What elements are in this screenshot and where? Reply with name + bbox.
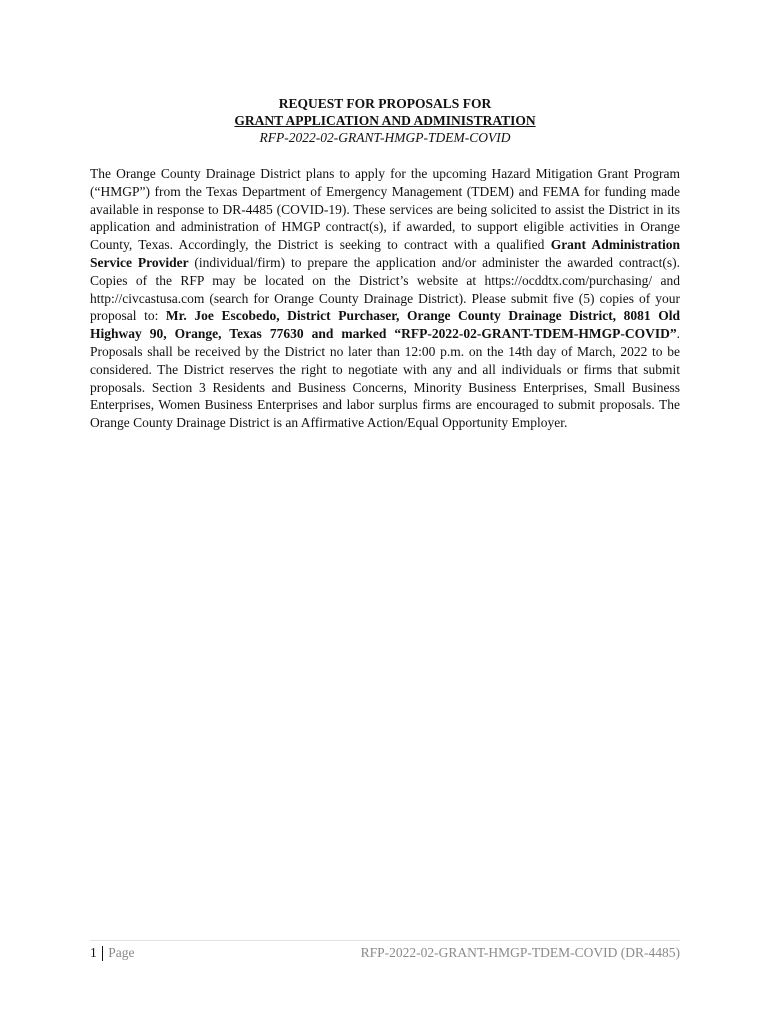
footer-document-reference: RFP-2022-02-GRANT-HMGP-TDEM-COVID (DR-4485) xyxy=(360,945,680,960)
title-block xyxy=(0,95,770,146)
document-title: REQUEST FOR PROPOSALS FOR xyxy=(278,96,492,111)
body-bold-service-provider: Grant Administration Service Provider xyxy=(90,237,680,270)
page-number: 1 xyxy=(90,945,97,960)
page-label: Page xyxy=(108,945,135,960)
body-paragraph xyxy=(90,165,680,432)
body-text-part2: (individual/firm) to prepare the application and/or administer the awarded contract(s). Copies of the RFP may be located on the District’s website at https://ocddtx.com/purchasing/ and http://civcastusa.com (search for Orange County Drainage District). Please submit five (5) copies of your proposal to: xyxy=(90,254,680,324)
rfp-reference: RFP-2022-02-GRANT-HMGP-TDEM-COVID xyxy=(259,130,511,145)
page-footer xyxy=(90,940,680,961)
body-text-part3: . Proposals shall be received by the District no later than 12:00 p.m. on the 14th day of March, 2022 to be considered. The District reserves the right to negotiate with any and all individuals or firms that submit proposals. Section 3 Residents and Business Concerns, Minority Business Enterprises, Small Business Enterprises, Women Business Enterprises and labor surplus firms are encouraged to submit proposals. The Orange County Drainage District is an Affirmative Action/Equal Opportunity Employer. xyxy=(90,326,680,431)
body-text-part1: The Orange County Drainage District plans to apply for the upcoming Hazard Mitigation Grant Program (“HMGP”) from the Texas Department of Emergency Management (TDEM) and FEMA for funding made available in response to DR-4485 (COVID-19). These services are being solicited to assist the District in its application and administration of HMGP contract(s), if awarded, to support eligible activities in Orange County, Texas. Accordingly, the District is seeking to contract with a qualified xyxy=(90,166,680,253)
document-subtitle: GRANT APPLICATION AND ADMINISTRATION xyxy=(234,113,536,128)
body-bold-submission-address: Mr. Joe Escobedo, District Purchaser, Orange County Drainage District, 8081 Old Highway 90, Orange, Texas 77630 and marked “RFP-2022-02-GRANT-TDEM-HMGP-COVID” xyxy=(90,308,680,342)
footer-page-indicator xyxy=(90,943,135,963)
footer-divider xyxy=(102,946,104,961)
